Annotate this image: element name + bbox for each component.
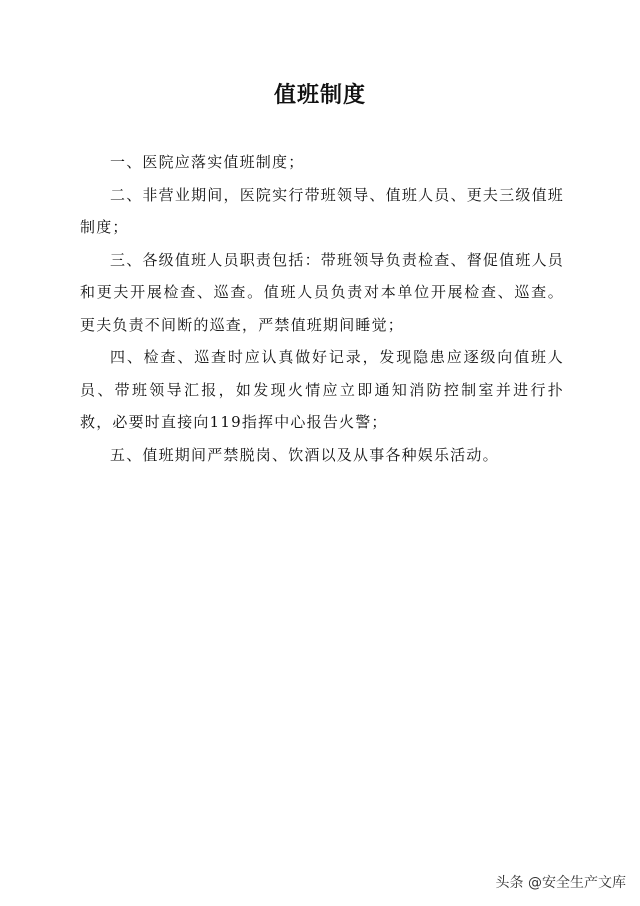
paragraph-5: 五、值班期间严禁脱岗、饮酒以及从事各种娱乐活动。 <box>110 445 499 464</box>
paragraph-3: 三、各级值班人员职责包括：带班领导负责检查、督促值班人员和更夫开展检查、巡查。值班人员负责对本单位开展检查、巡查。更夫负责不间断的巡查，严禁值班期间睡觉； <box>80 250 564 334</box>
paragraph-1: 一、医院应落实值班制度； <box>110 153 305 171</box>
paragraph-4: 四、检查、巡查时应认真做好记录，发现隐患应逐级向值班人员、带班领导汇报，如发现火情应立即通知消防控制室并进行扑救，必要时直接向119指挥中心报告火警； <box>80 348 564 431</box>
paragraph-2: 二、非营业期间，医院实行带班领导、值班人员、更夫三级值班制度； <box>80 185 564 236</box>
document-title: 值班制度 <box>273 83 366 108</box>
source-watermark: 头条 @安全生产文库 <box>495 875 626 891</box>
document-body <box>80 146 564 471</box>
